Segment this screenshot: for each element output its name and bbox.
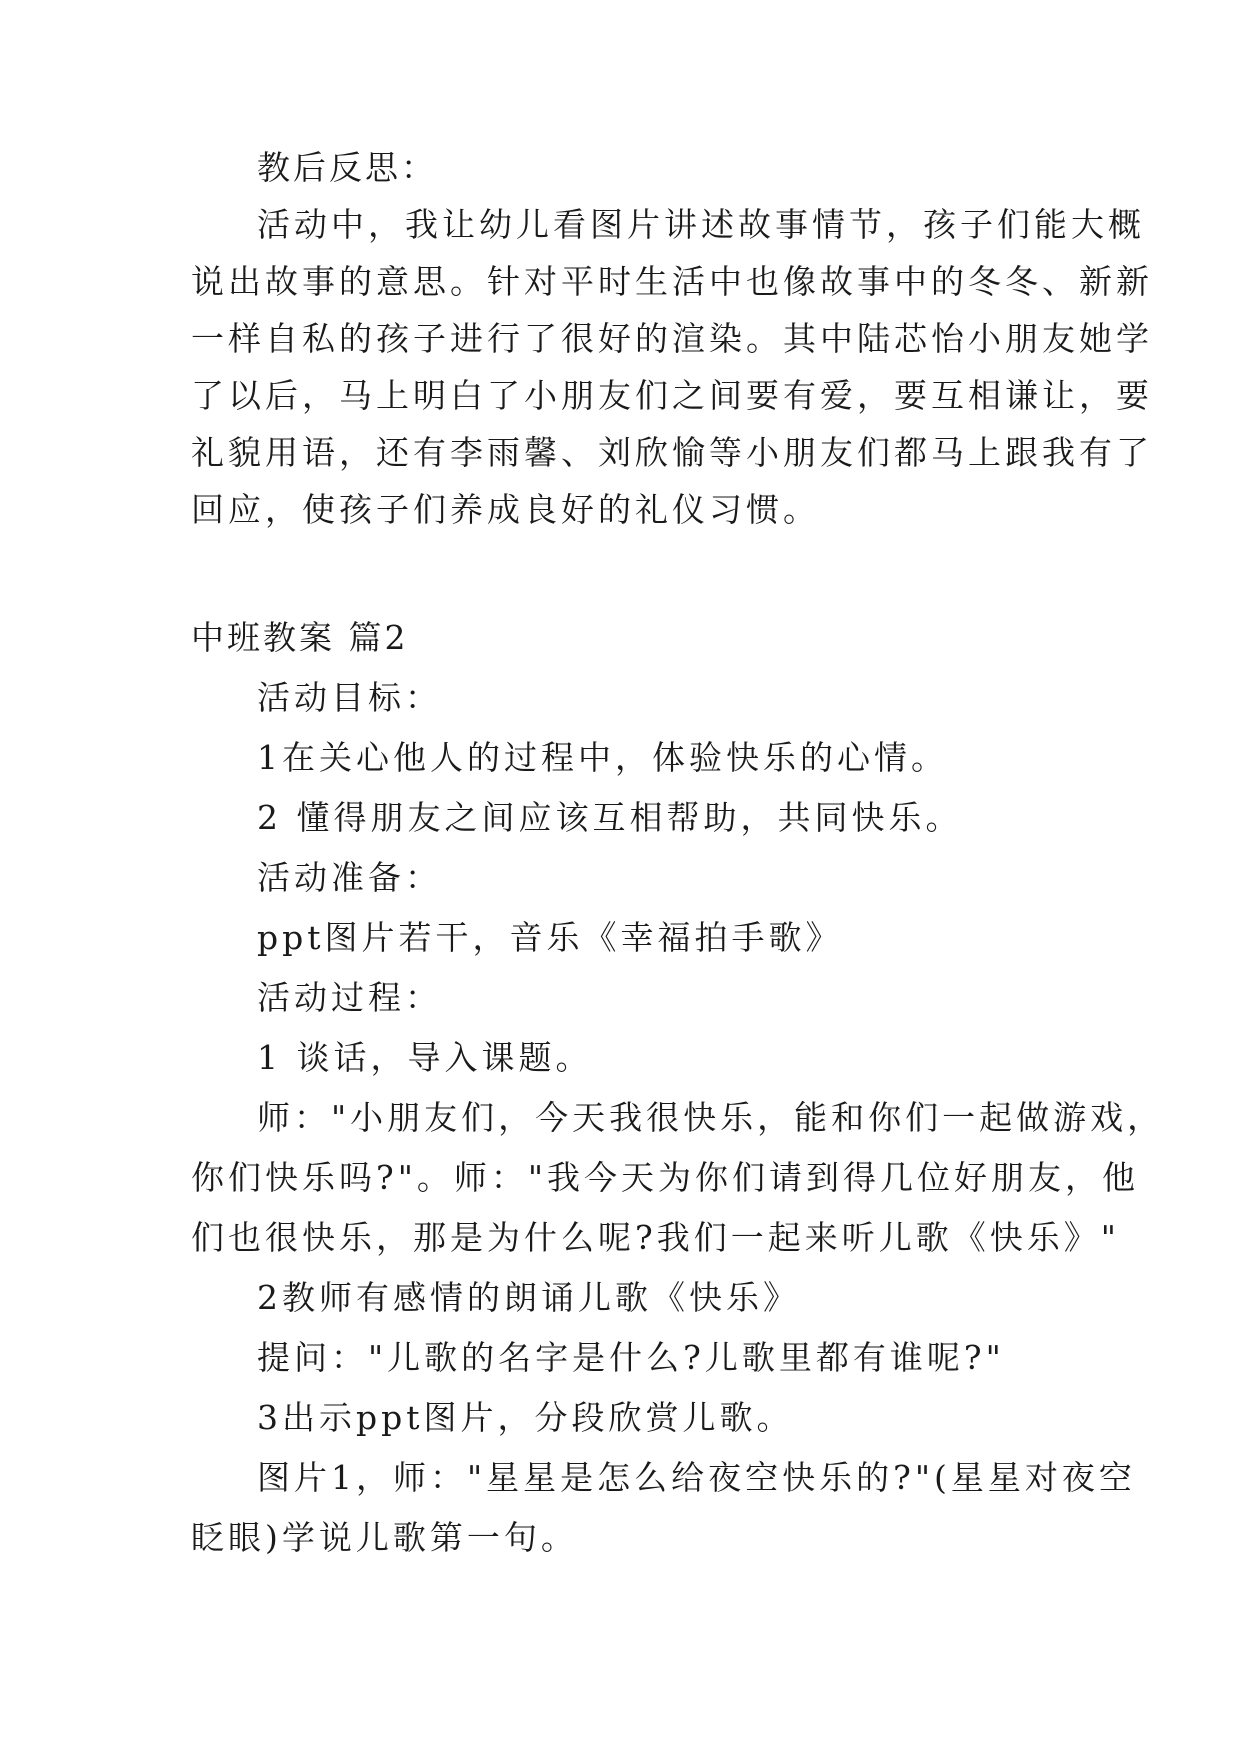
heading-process: 活动过程：	[257, 978, 442, 1017]
paragraph-line: 你们快乐吗?"。师："我今天为你们请到得几位好朋友，他	[191, 1158, 1140, 1197]
paragraph-line: 礼貌用语，还有李雨馨、刘欣愉等小朋友们都马上跟我有了	[191, 433, 1153, 472]
paragraph-line: 一样自私的孩子进行了很好的渲染。其中陆芯怡小朋友她学	[191, 319, 1153, 358]
question-line: 提问："儿歌的名字是什么?儿歌里都有谁呢?"	[257, 1338, 1005, 1377]
list-item: 2 懂得朋友之间应该互相帮助，共同快乐。	[257, 798, 963, 837]
list-item: 1 谈话，导入课题。	[257, 1038, 593, 1077]
paragraph-line: 眨眼)学说儿歌第一句。	[191, 1518, 578, 1557]
heading-preparation: 活动准备：	[257, 858, 442, 897]
paragraph-line: 图片1，师："星星是怎么给夜空快乐的?"(星星对夜空	[257, 1458, 1136, 1497]
paragraph-line: 说出故事的意思。针对平时生活中也像故事中的冬冬、新新	[191, 262, 1153, 301]
section-heading-reflection: 教后反思：	[257, 148, 437, 187]
list-item: 2教师有感情的朗诵儿歌《快乐》	[257, 1278, 800, 1317]
paragraph-line: 师："小朋友们，今天我很快乐，能和你们一起做游戏，	[257, 1098, 1165, 1137]
list-item: 3出示ppt图片，分段欣赏儿歌。	[257, 1398, 794, 1437]
paragraph-line: 回应，使孩子们养成良好的礼仪习惯。	[191, 490, 820, 529]
list-item: 1在关心他人的过程中，体验快乐的心情。	[257, 738, 948, 777]
section-title: 中班教案 篇2	[191, 618, 409, 657]
paragraph-line: 们也很快乐，那是为什么呢?我们一起来听儿歌《快乐》"	[191, 1218, 1120, 1257]
paragraph-line: 活动中，我让幼儿看图片讲述故事情节，孩子们能大概	[257, 205, 1145, 244]
paragraph-line: 了以后，马上明白了小朋友们之间要有爱，要互相谦让，要	[191, 376, 1153, 415]
preparation-text: ppt图片若干，音乐《幸福拍手歌》	[257, 918, 843, 957]
heading-goals: 活动目标：	[257, 678, 442, 717]
